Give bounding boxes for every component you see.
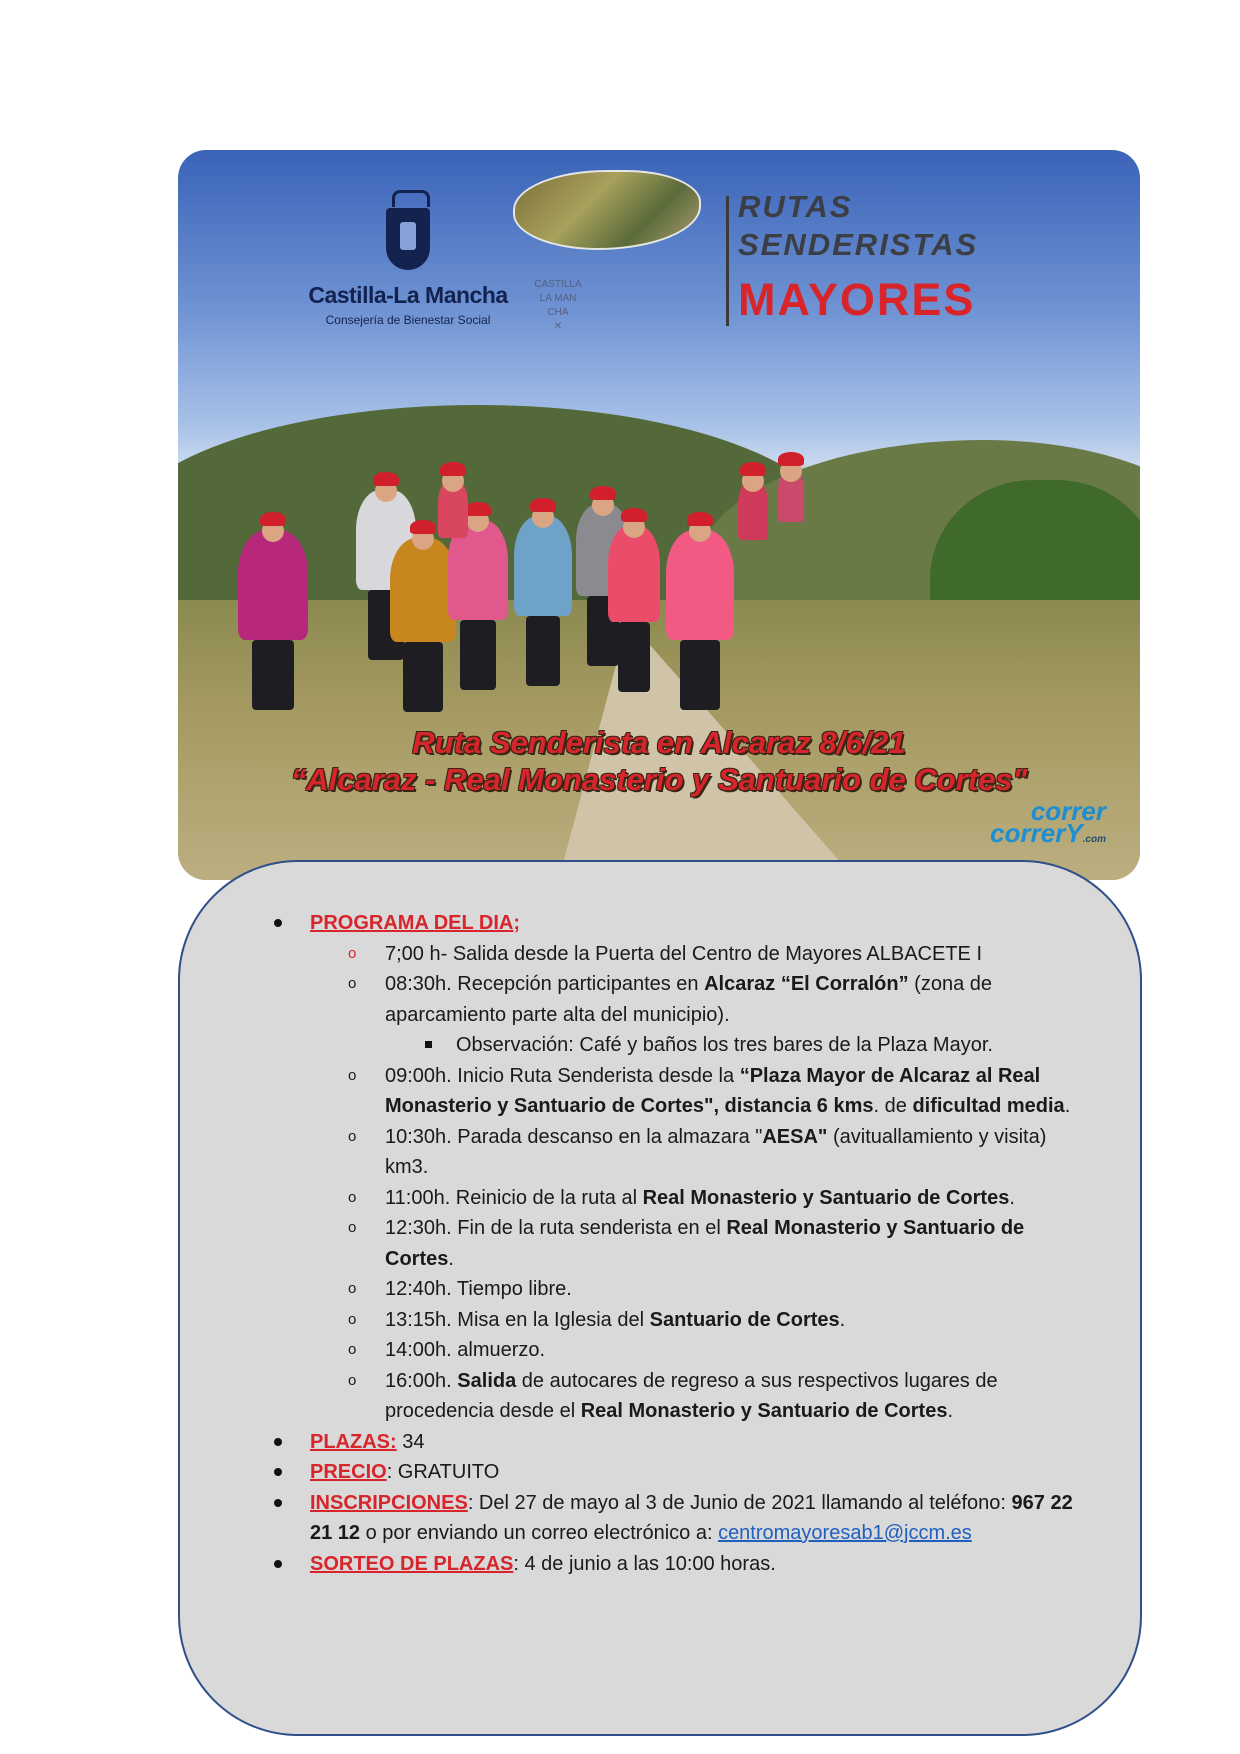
circle-bullet-icon: o <box>348 1310 357 1328</box>
schedule-text: 16:00h. <box>385 1369 458 1392</box>
hiker-figure <box>608 526 660 622</box>
inscripciones-text: : Del 27 de mayo al 3 de Junio de 2021 llamando al teléfono: <box>467 1491 1012 1514</box>
hiker-figure <box>738 480 768 540</box>
coat-of-arms-icon <box>386 190 430 274</box>
sorteo-label: SORTEO DE PLAZAS <box>310 1552 514 1575</box>
hiker-figure <box>666 530 734 640</box>
schedule-text: . de <box>873 1095 913 1117</box>
schedule-item <box>270 969 1090 1030</box>
title-line: SENDERISTAS <box>738 227 979 262</box>
schedule-text: 10:30h. Parada descanso en la almazara " <box>385 1125 763 1148</box>
precio-label: PRECIO <box>310 1461 387 1483</box>
schedule-text: . <box>839 1308 846 1331</box>
correr-y-correr-watermark <box>990 796 1106 851</box>
schedule-bold: Real Monasterio y Santuario de Cortes <box>385 1217 1025 1270</box>
sorteo-value: : 4 de junio a las 10:00 horas. <box>513 1552 776 1575</box>
inscripciones-label: INSCRIPCIONES <box>310 1491 468 1514</box>
program-heading: PROGRAMA DEL DIA; <box>310 912 520 934</box>
schedule-text: . <box>1064 1095 1071 1117</box>
circle-bullet-icon: o <box>348 1219 357 1236</box>
schedule-text: 12:30h. Fin de la ruta senderista en el <box>385 1217 727 1239</box>
brand-subtitle: Consejería de Bienestar Social <box>325 313 491 327</box>
schedule-item <box>270 1183 1090 1214</box>
circle-bullet-icon: o <box>348 1371 357 1389</box>
schedule-text: . <box>1009 1186 1015 1209</box>
schedule-text: (zona de aparcamiento parte alta del municipio). <box>385 973 993 1026</box>
small-region-logo <box>508 278 608 334</box>
circle-bullet-icon: o <box>348 1341 357 1358</box>
inscripciones-text: o por enviando un correo electrónico a: <box>360 1522 719 1544</box>
note-text: Observación: Café y baños los tres bares de la Plaza Mayor. <box>456 1034 993 1056</box>
hiker-figure <box>778 470 804 522</box>
hiker-figure <box>390 538 456 642</box>
circle-bullet-icon: o <box>348 975 357 992</box>
route-date-title: Ruta Senderista en Alcaraz 8/6/21 <box>412 725 906 760</box>
schedule-bold: Real Monasterio y Santuario de Cortes <box>580 1400 948 1422</box>
route-name-title: “Alcaraz - Real Monasterio y Santuario de Cortes" <box>290 762 1028 797</box>
precio-item <box>270 1457 1090 1488</box>
schedule-text: . <box>947 1400 954 1422</box>
watermark-line: correrY <box>990 818 1083 848</box>
schedule-item <box>270 1366 1090 1427</box>
schedule-item <box>270 1213 1090 1274</box>
schedule-item <box>270 1335 1090 1366</box>
schedule-text: 09:00h. Inicio Ruta Senderista desde la <box>385 1064 740 1087</box>
schedule-text: . <box>448 1247 454 1270</box>
plazas-value: 34 <box>396 1430 425 1453</box>
schedule-bold: “Plaza Mayor de Alcaraz al Real Monasterio y Santuario de Cortes", distancia 6 kms <box>385 1064 1041 1117</box>
schedule-text: 14:00h. almuerzo. <box>385 1339 546 1361</box>
small-logo-line: LA MAN <box>539 293 577 304</box>
program-heading-item <box>270 908 1090 939</box>
circle-bullet-icon: o <box>348 1066 357 1084</box>
hero-banner <box>178 150 1140 880</box>
circle-bullet-icon: o <box>348 1127 357 1145</box>
schedule-text: 13:15h. Misa en la Iglesia del <box>385 1308 650 1331</box>
schedule-text: 11:00h. Reinicio de la ruta al <box>385 1186 643 1209</box>
schedule-note <box>270 1030 1090 1061</box>
circle-bullet-icon: o <box>348 1280 357 1297</box>
phone-number: 967 22 21 12 <box>310 1491 1073 1544</box>
title-divider <box>726 196 729 326</box>
schedule-item <box>270 1122 1090 1183</box>
hikers-photo-logo <box>513 170 701 250</box>
program-content <box>270 908 1090 1579</box>
small-logo-line: CASTILLA <box>534 279 582 290</box>
small-logo-line: CHA <box>547 307 569 318</box>
hiker-figure <box>514 516 572 616</box>
hiker-figure <box>238 530 308 640</box>
email-link[interactable]: centromayoresab1@jccm.es <box>718 1522 972 1544</box>
schedule-text: 08:30h. Recepción participantes en <box>385 973 705 995</box>
small-logo-line: ✕ <box>553 321 563 332</box>
plazas-item <box>270 1427 1090 1458</box>
schedule-bold: dificultad media <box>912 1095 1065 1117</box>
schedule-text: de autocares de regreso a sus respectivos lugares de procedencia desde el <box>385 1369 998 1422</box>
schedule-item <box>270 1061 1090 1122</box>
watermark-line: correr <box>1030 796 1106 826</box>
circle-bullet-icon: o <box>348 1188 357 1206</box>
title-mayores: MAYORES <box>738 274 976 325</box>
schedule-text: (avituallamiento y visita) km3. <box>385 1125 1047 1178</box>
precio-value: : GRATUITO <box>386 1461 500 1483</box>
watermark-domain: .com <box>1082 834 1106 845</box>
schedule-bold: Santuario de Cortes <box>649 1308 840 1331</box>
hiker-figure <box>438 480 468 538</box>
plazas-label: PLAZAS: <box>310 1430 397 1453</box>
castilla-la-mancha-logo <box>308 190 508 327</box>
brand-name: Castilla-La Mancha <box>308 282 508 308</box>
schedule-text: 12:40h. Tiempo libre. <box>385 1278 572 1300</box>
program-title <box>738 188 978 330</box>
schedule-item <box>270 1305 1090 1336</box>
schedule-bold: Salida <box>457 1369 517 1392</box>
schedule-bold: Real Monasterio y Santuario de Cortes <box>642 1186 1010 1209</box>
schedule-item <box>270 939 1090 970</box>
sorteo-item <box>270 1549 1090 1580</box>
schedule-text: 7;00 h- Salida desde la Puerta del Centro de Mayores ALBACETE I <box>385 942 983 965</box>
schedule-bold: Alcaraz “El Corralón” <box>704 973 909 995</box>
schedule-item <box>270 1274 1090 1305</box>
schedule-bold: AESA" <box>762 1125 828 1148</box>
circle-bullet-icon: o <box>348 944 357 962</box>
title-line: RUTAS <box>738 189 853 224</box>
inscripciones-item <box>270 1488 1090 1549</box>
